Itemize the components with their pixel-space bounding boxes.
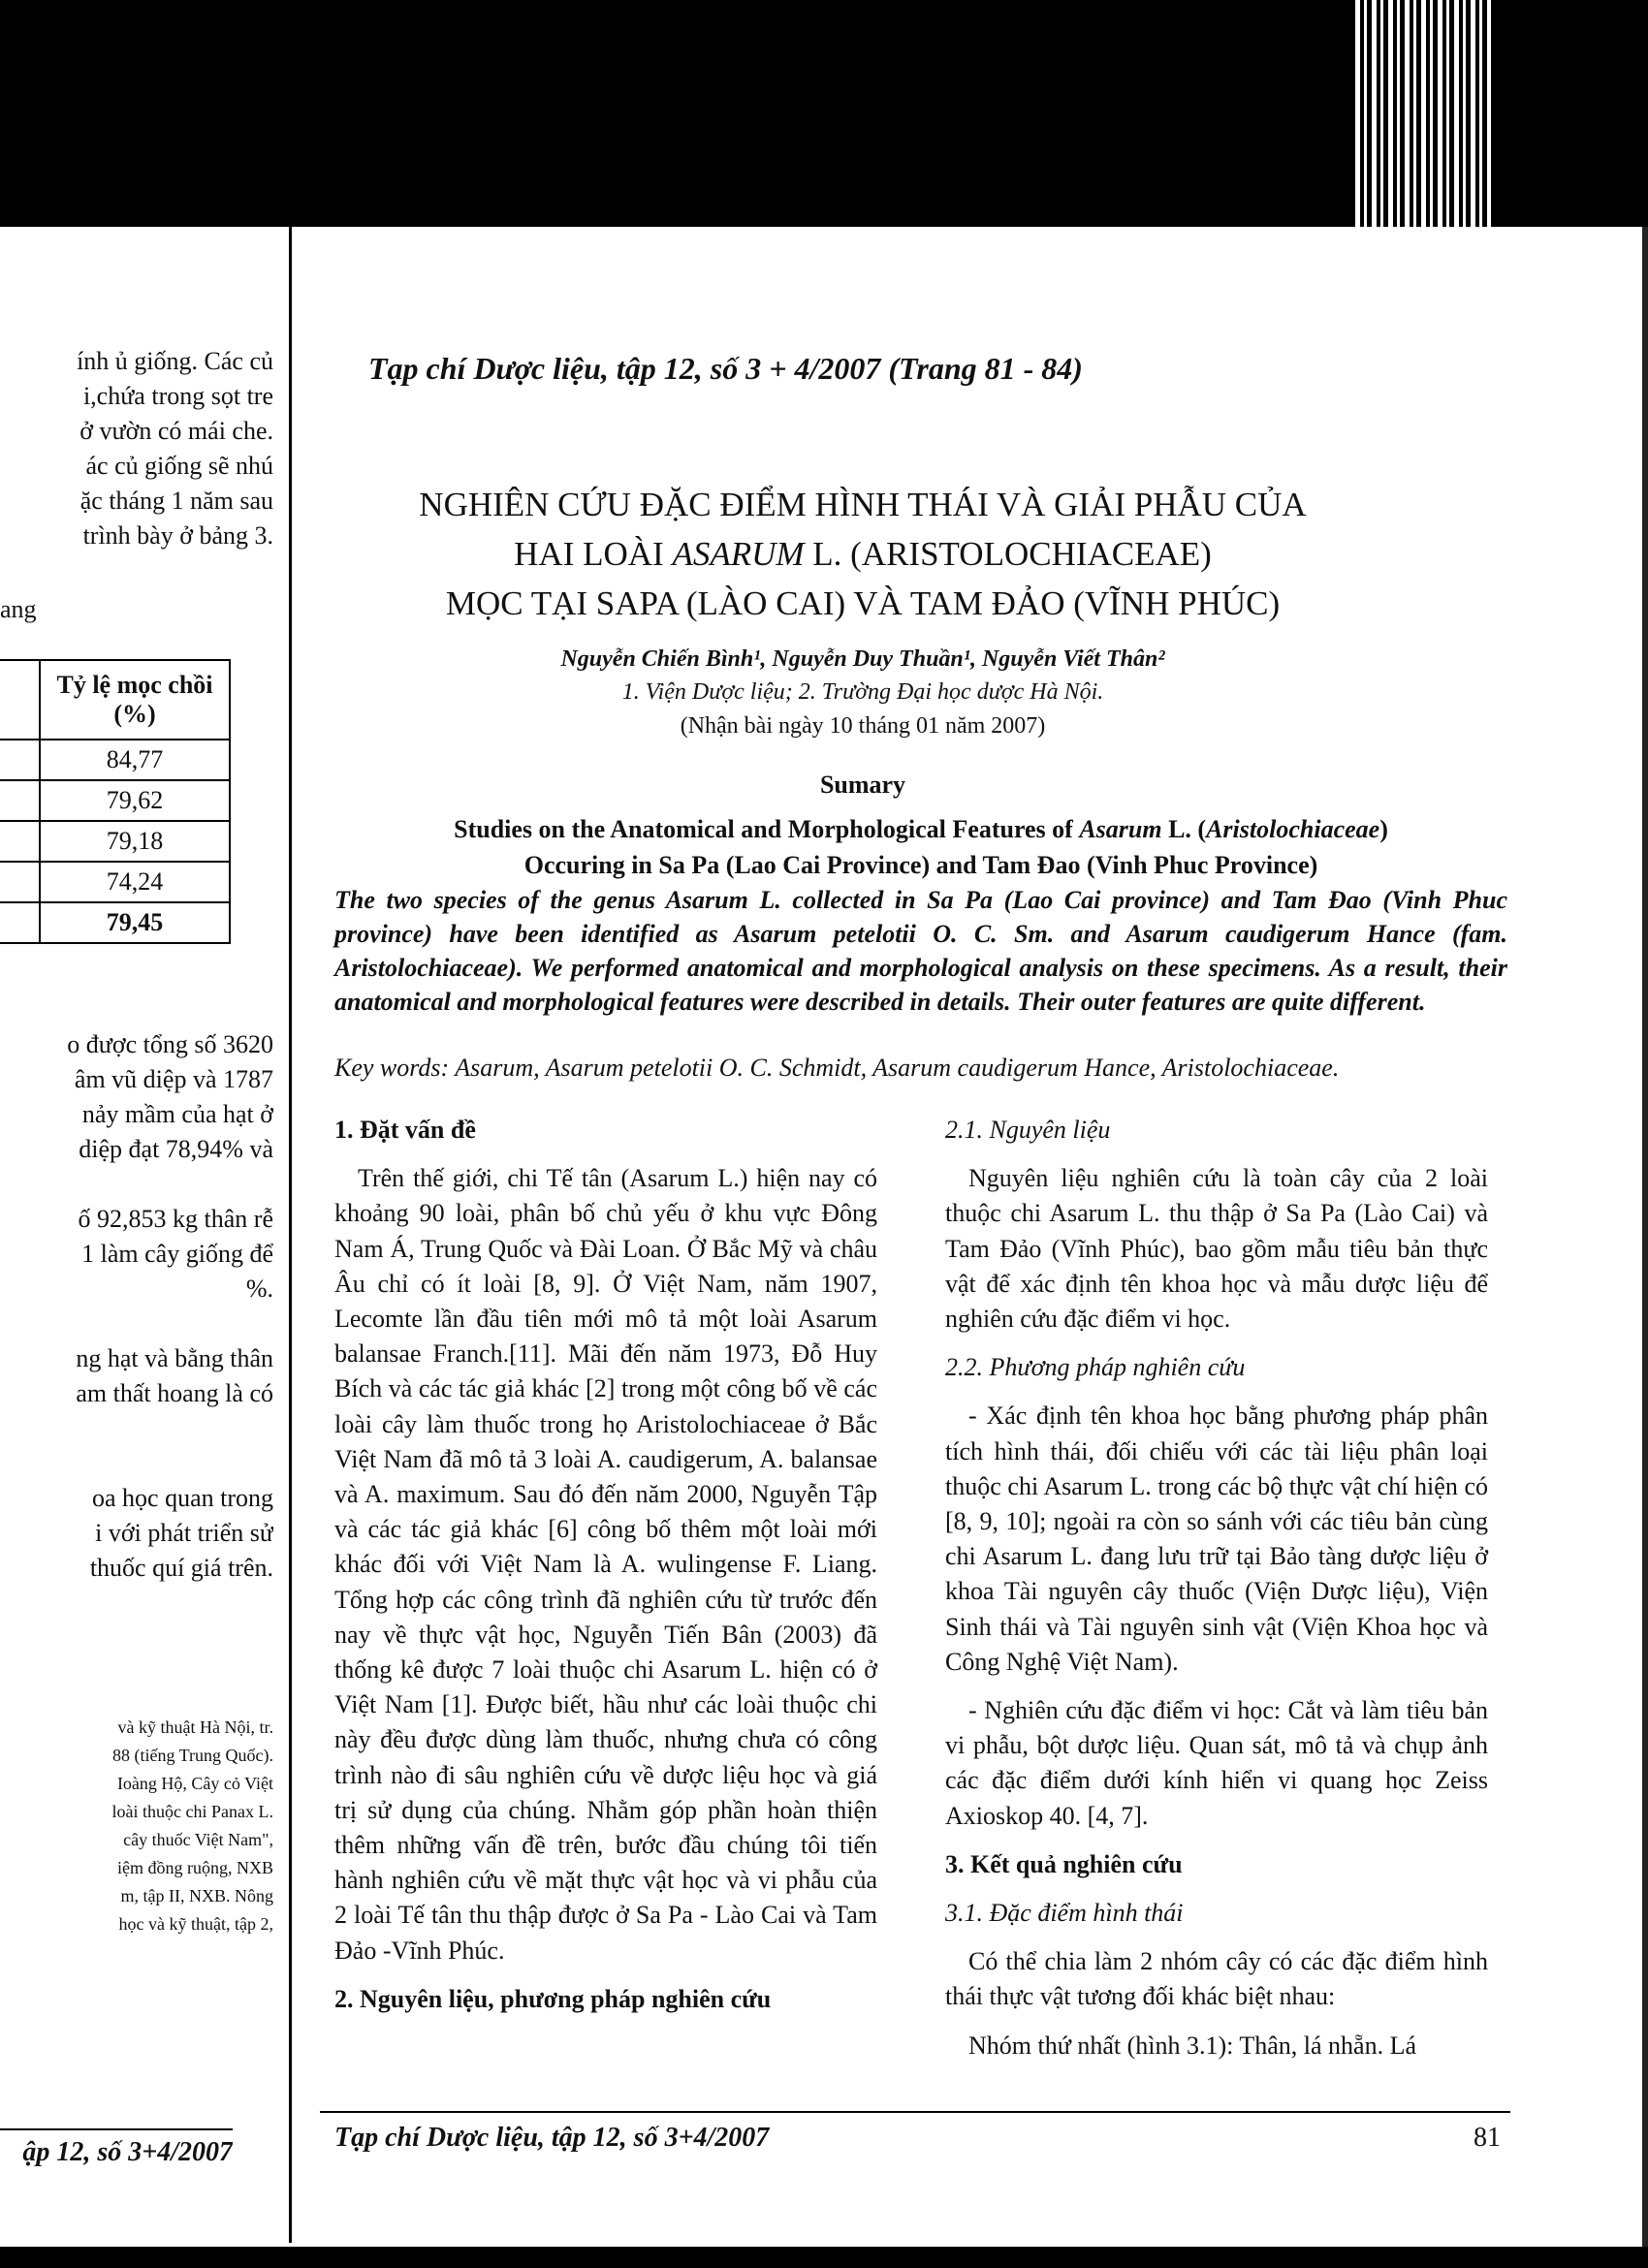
- footer-rule: [320, 2111, 1510, 2113]
- subsection-2-1-paragraph: Nguyên liệu nghiên cứu là toàn cây của 2 loài thuộc chi Asarum L. thu thập ở Sa Pa (Lào Cai) và Tam Đảo (Vĩnh Phúc), bao gồm mẫu tiêu bản thực vật để xác định tên khoa học và mẫu dược liệu để nghiên cứu đặc điểm vi học.: [945, 1164, 1488, 1334]
- left-page-line: oa học quan trong: [91, 1484, 273, 1512]
- page-gutter: [289, 227, 292, 2243]
- keywords-list: Asarum, Asarum petelotii O. C. Schmidt, Asarum caudigerum Hance, Aristolochiaceae.: [449, 1054, 1340, 1082]
- left-page-line: ặc tháng 1 năm sau: [79, 487, 273, 515]
- left-page-table: [0, 659, 231, 944]
- table-cell: [0, 821, 40, 862]
- table-cell: [0, 902, 40, 943]
- left-page-line: ở vườn có mái che.: [79, 417, 273, 445]
- left-page-line: ính ủ giống. Các củ: [77, 347, 273, 375]
- left-page-reference: cây thuốc Việt Nam",: [123, 1830, 273, 1849]
- section-3-heading: 3. Kết quả nghiên cứu: [945, 1849, 1183, 1878]
- left-page-line: i với phát triển sử: [95, 1519, 273, 1547]
- summary-title-line-2: Occuring in Sa Pa (Lao Cai Province) and Tam Đao (Vinh Phuc Province): [523, 851, 1318, 879]
- article-title: [320, 480, 1406, 628]
- left-page-references: [0, 1714, 273, 1938]
- left-page-line: ác củ giống sẽ nhú: [85, 452, 273, 480]
- table-cell: [0, 660, 40, 740]
- table-row: [0, 740, 230, 780]
- left-page-table-caption: ang: [0, 595, 37, 623]
- left-page-line: [0, 1167, 273, 1202]
- left-page-line: âm vũ diệp và 1787: [74, 1065, 273, 1093]
- authors: Nguyễn Chiến Bình¹, Nguyễn Duy Thuần¹, Nguyễn Viết Thân²: [560, 646, 1165, 672]
- table-value-cell: 74,24: [40, 862, 230, 902]
- left-page-line: nảy mầm của hạt ở: [81, 1100, 273, 1128]
- left-page-line: i,chứa trong sọt tre: [82, 382, 273, 410]
- table-value-cell: 79,45: [40, 902, 230, 943]
- left-page-line: 1 làm cây giống để: [81, 1240, 273, 1268]
- left-page-reference: Ioàng Hộ, Cây cỏ Việt: [116, 1774, 273, 1793]
- table-value-cell: 79,18: [40, 821, 230, 862]
- summary-title-part: ): [1379, 815, 1388, 843]
- title-line-2b: L. (ARISTOLOCHIACEAE): [804, 535, 1212, 573]
- summary-title: [334, 811, 1507, 883]
- table-value-cell: 79,62: [40, 780, 230, 821]
- section-1-heading: 1. Đặt vấn đề: [334, 1116, 476, 1144]
- table-cell: [0, 862, 40, 902]
- subsection-2-1-heading: 2.1. Nguyên liệu: [945, 1116, 1111, 1144]
- section-3-paragraph-1: Có thể chia làm 2 nhóm cây có các đặc điểm hình thái thực vật tương đối khác biệt nhau:: [945, 1947, 1488, 2011]
- title-line-3: MỌC TẠI SAPA (LÀO CAI) VÀ TAM ĐẢO (VĨNH PHÚC): [445, 584, 1281, 622]
- summary-title-part: Studies on the Anatomical and Morphological Features of: [454, 815, 1080, 843]
- received-date: (Nhận bài ngày 10 tháng 01 năm 2007): [680, 713, 1046, 739]
- left-page-text-top: [0, 344, 273, 627]
- summary-title-part: L. (: [1161, 815, 1207, 843]
- left-page-reference: và kỹ thuật Hà Nội, tr.: [117, 1717, 273, 1737]
- table-row: [0, 862, 230, 902]
- summary-title-genus: Asarum: [1079, 815, 1162, 843]
- left-page-line: trình bày ở bảng 3.: [82, 521, 273, 550]
- table-cell: [0, 780, 40, 821]
- left-page-line: [0, 1307, 273, 1341]
- footer-journal: Tạp chí Dược liệu, tập 12, số 3+4/2007: [334, 2123, 770, 2153]
- summary-title-family: Aristolochiaceae: [1206, 815, 1380, 843]
- left-page-footer-rule: [0, 2128, 233, 2130]
- table-row: [0, 780, 230, 821]
- column-right: [945, 1113, 1488, 2077]
- left-page-footer: ập 12, số 3+4/2007: [22, 2137, 233, 2167]
- left-page-reference: học và kỹ thuật, tập 2,: [118, 1914, 273, 1934]
- column-left: [334, 1113, 877, 2031]
- title-line-2a: HAI LOÀI: [514, 535, 673, 573]
- section-1-paragraph: Trên thế giới, chi Tế tân (Asarum L.) hiện nay có khoảng 90 loài, phân bố chủ yếu ở khu vực Đông Nam Á, Trung Quốc và Đài Loan. Ở Bắc Mỹ và châu Âu chỉ có ít loài [8, 9]. Ở Việt Nam, năm 1907, Lecomte lần đầu tiên mới mô tả một loài Asarum balansae Franch.[11]. Mãi đến năm 1973, Đỗ Huy Bích và các tác giả khác [2] trong một công bố về các loài cây làm thuốc trong họ Aristolochiaceae ở Bắc Việt Nam đã mô tả 3 loài A. caudigerum, A. balansae và A. maximum. Sau đó đến năm 2000, Nguyễn Tập và các tác giả khác [6] công bố thêm một loài mới khác đối với Việt Nam là A. wulingense F. Liang. Tổng hợp các công trình đã nghiên cứu từ trước đến nay về thực vật học, Nguyễn Tiến Bân (2003) đã thống kê được 7 loài thuộc chi Asarum L. hiện có ở Việt Nam [1]. Được biết, hầu như các loài thuộc chi này đều được dùng làm thuốc, nhưng chưa có công trình nào đi sâu nghiên cứu về dược liệu học và giá trị sử dụng của chúng. Nhằm góp phần hoàn thiện thêm những vấn đề trên, bước đầu chúng tôi tiến hành nghiên cứu về mặt thực vật học và vi phẫu của 2 loài Tế tân thu thập được ở Sa Pa - Lào Cai và Tam Đảo -Vĩnh Phúc.: [334, 1164, 877, 1965]
- left-page-line: [0, 1411, 273, 1446]
- table-header-cell: Tỷ lệ mọc chồi (%): [40, 660, 230, 740]
- subsection-2-2-paragraph-2: - Nghiên cứu đặc điểm vi học: Cắt và làm tiêu bản vi phẫu, bột dược liệu. Quan sát, mô tả và chụp ảnh các đặc điểm dưới kính hiển vi quang học Zeiss Axioskop 40. [4, 7].: [945, 1696, 1488, 1830]
- left-page-line: diệp đạt 78,94% và: [79, 1135, 273, 1163]
- scan-right-edge: [1642, 227, 1648, 2247]
- left-page-line: ố 92,853 kg thân rễ: [78, 1205, 273, 1233]
- summary-heading: Sumary: [819, 771, 906, 799]
- left-page-reference: m, tập II, NXB. Nông: [120, 1886, 273, 1906]
- table-row: [0, 821, 230, 862]
- left-page-line: thuốc quí giá trên.: [89, 1554, 273, 1582]
- keywords-label: Key words:: [334, 1054, 450, 1082]
- journal-header: Tạp chí Dược liệu, tập 12, số 3 + 4/2007 (Trang 81 - 84): [368, 351, 1083, 386]
- subsection-3-1-heading: 3.1. Đặc điểm hình thái: [945, 1899, 1184, 1928]
- left-page-reference: loài thuộc chi Panax L.: [111, 1802, 273, 1821]
- left-page-reference: 88 (tiếng Trung Quốc).: [112, 1746, 273, 1765]
- left-page-line: [0, 1446, 273, 1481]
- section-2-heading: 2. Nguyên liệu, phương pháp nghiên cứu: [334, 1984, 772, 2013]
- table-cell: [0, 740, 40, 780]
- left-page-reference: iệm đồng ruộng, NXB: [117, 1858, 273, 1877]
- subsection-2-2-paragraph-1: - Xác định tên khoa học bằng phương pháp phân tích hình thái, đối chiếu với các tài liệu phân loại thuộc chi Asarum L. trong các bộ thực vật chí hiện có [8, 9, 10]; ngoài ra còn so sánh với các tiêu bản cùng chi Asarum L. đang lưu trữ tại Bảo tàng dược liệu ở khoa Tài nguyên cây thuốc (Viện Dược liệu), Viện Sinh thái và Tài nguyên sinh vật (Viện Khoa học và Công Nghệ Việt Nam).: [945, 1402, 1488, 1676]
- section-3-paragraph-2: Nhóm thứ nhất (hình 3.1): Thân, lá nhẵn. Lá: [968, 2031, 1417, 2060]
- title-line-2-italic: ASARUM: [672, 535, 805, 573]
- keywords: [334, 1052, 1507, 1085]
- barcode-graphic: [1355, 0, 1491, 227]
- left-page-line: ng hạt và bằng thân: [76, 1344, 273, 1372]
- left-page-line: am thất hoang là có: [76, 1379, 273, 1407]
- page-number: 81: [1474, 2123, 1501, 2153]
- subsection-2-2-heading: 2.2. Phương pháp nghiên cứu: [945, 1353, 1246, 1382]
- table-value-cell: 84,77: [40, 740, 230, 780]
- left-page-line: o được tổng số 3620: [67, 1030, 273, 1058]
- scan-bottom-border: [0, 2247, 1648, 2268]
- left-page-line: %.: [245, 1275, 273, 1303]
- summary-body: The two species of the genus Asarum L. collected in Sa Pa (Lao Cai province) and Tam Đao (Vinh Phuc province) have been identified as Asarum petelotii O. C. Sm. and Asarum caudigerum Hance (fam. Aristolochiaceae). We performed anatomical and morphological analysis on these specimens. As a result, their anatomical and morphological features were described in details. Their outer features are quite different.: [334, 886, 1507, 1016]
- affiliation: 1. Viện Dược liệu; 2. Trường Đại học dược Hà Nội.: [621, 679, 1104, 705]
- title-line-1: NGHIÊN CỨU ĐẶC ĐIỂM HÌNH THÁI VÀ GIẢI PHẪU CỦA: [419, 486, 1307, 523]
- table-row: [0, 902, 230, 943]
- left-page-text-bottom: [0, 1027, 273, 1586]
